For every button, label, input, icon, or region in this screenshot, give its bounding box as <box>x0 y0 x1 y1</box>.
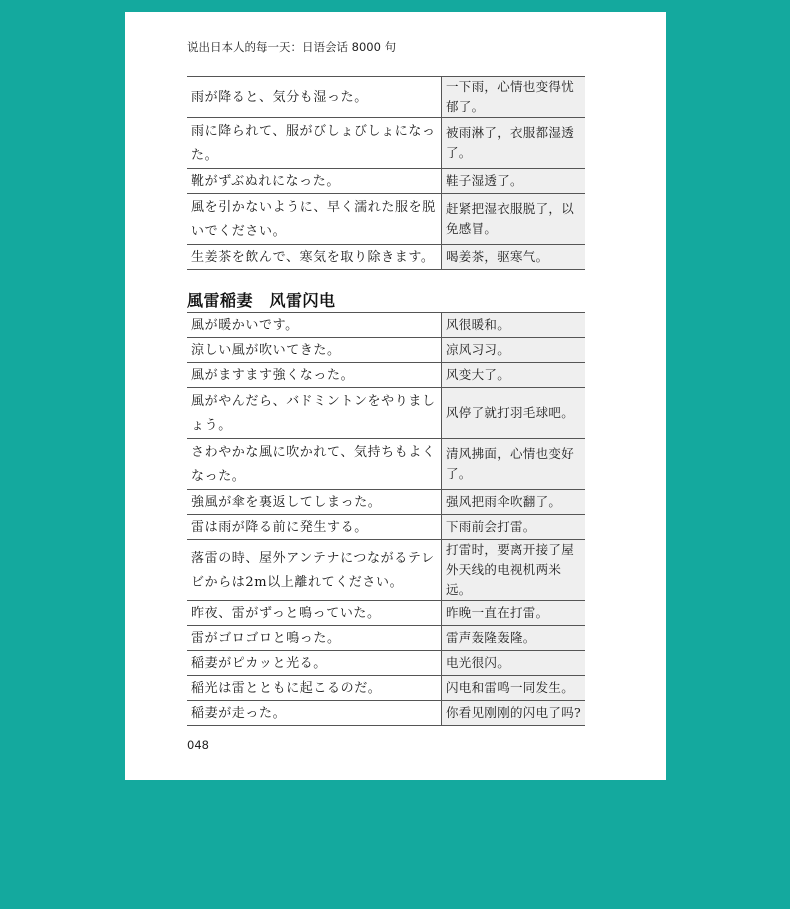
japanese-phrase-cell <box>187 515 442 540</box>
japanese-phrase-cell <box>187 701 442 726</box>
chinese-translation: 风变大了。 <box>442 363 586 388</box>
japanese-phrase-cell <box>187 194 442 245</box>
phrase-row <box>187 490 585 515</box>
japanese-phrase-cell <box>187 490 442 515</box>
japanese-phrase: 風を引かないように、早く濡れた服を脱いでください。 <box>191 200 436 239</box>
japanese-phrase: 風がますます強くなった。 <box>191 368 355 383</box>
phrase-row <box>187 515 585 540</box>
japanese-phrase: 雷は雨が降る前に発生する。 <box>191 520 368 535</box>
chinese-translation: 鞋子湿透了。 <box>442 169 586 194</box>
phrase-row <box>187 626 585 651</box>
japanese-phrase-cell <box>187 601 442 626</box>
japanese-phrase-cell <box>187 118 442 169</box>
phrase-row <box>187 313 585 338</box>
japanese-phrase: 稲妻がピカッと光る。 <box>191 656 327 671</box>
japanese-phrase: 強風が傘を裏返してしまった。 <box>191 495 382 510</box>
chinese-translation: 雷声轰隆轰隆。 <box>442 626 586 651</box>
japanese-phrase: 風が暖かいです。 <box>191 318 299 333</box>
chinese-translation: 风很暖和。 <box>442 313 586 338</box>
section-title: 風雷稲妻 风雷闪电 <box>187 291 336 310</box>
chinese-translation: 凉风习习。 <box>442 338 586 363</box>
phrase-row <box>187 601 585 626</box>
japanese-phrase-cell <box>187 540 442 601</box>
running-head: 说出日本人的每一天：日语会话 8000 句 <box>187 40 397 54</box>
japanese-phrase: 生姜茶を飲んで、寒気を取り除きます。 <box>191 250 435 265</box>
chinese-translation: 赶紧把湿衣服脱了，以免感冒。 <box>442 194 586 245</box>
phrase-row <box>187 651 585 676</box>
page-number: 048 <box>187 738 209 752</box>
phrase-table-wind-thunder <box>187 312 585 726</box>
phrase-row <box>187 169 585 194</box>
chinese-translation: 喝姜茶，驱寒气。 <box>442 245 586 270</box>
japanese-phrase-cell <box>187 439 442 490</box>
japanese-phrase-cell <box>187 651 442 676</box>
japanese-phrase: 風がやんだら、バドミントンをやりましょう。 <box>191 394 436 433</box>
phrase-row <box>187 118 585 169</box>
chinese-translation: 下雨前会打雷。 <box>442 515 586 540</box>
japanese-phrase-cell <box>187 169 442 194</box>
japanese-phrase: さわやかな風に吹かれて、気持ちもよくなった。 <box>191 445 436 484</box>
japanese-phrase: 涼しい風が吹いてきた。 <box>191 343 341 358</box>
phrase-row <box>187 676 585 701</box>
japanese-phrase: 昨夜、雷がずっと鳴っていた。 <box>191 606 381 621</box>
chinese-translation: 打雷时，要离开接了屋外天线的电视机两米远。 <box>442 540 586 601</box>
japanese-phrase-cell <box>187 626 442 651</box>
phrase-row <box>187 439 585 490</box>
phrase-table-rain <box>187 76 585 270</box>
phrase-row <box>187 77 585 118</box>
japanese-phrase: 雨が降ると、気分も湿った。 <box>191 90 368 105</box>
japanese-phrase-cell <box>187 313 442 338</box>
chinese-translation: 你看见刚刚的闪电了吗? <box>442 701 586 726</box>
japanese-phrase-cell <box>187 676 442 701</box>
japanese-phrase: 靴がずぶぬれになった。 <box>191 174 340 189</box>
chinese-translation: 一下雨，心情也变得忧郁了。 <box>442 77 586 118</box>
japanese-phrase: 雷がゴロゴロと鳴った。 <box>191 631 341 646</box>
phrase-row <box>187 338 585 363</box>
chinese-translation: 昨晚一直在打雷。 <box>442 601 586 626</box>
japanese-phrase-cell <box>187 245 442 270</box>
japanese-phrase-cell <box>187 388 442 439</box>
japanese-phrase-cell <box>187 338 442 363</box>
japanese-phrase-cell <box>187 77 442 118</box>
phrase-row <box>187 540 585 601</box>
phrase-row <box>187 388 585 439</box>
chinese-translation: 风停了就打羽毛球吧。 <box>442 388 586 439</box>
japanese-phrase: 落雷の時、屋外アンテナにつながるテレビからは2m以上離れてください。 <box>191 551 435 590</box>
phrase-row <box>187 363 585 388</box>
chinese-translation: 清风拂面，心情也变好了。 <box>442 439 586 490</box>
chinese-translation: 电光很闪。 <box>442 651 586 676</box>
chinese-translation: 闪电和雷鸣一同发生。 <box>442 676 586 701</box>
chinese-translation: 强风把雨伞吹翻了。 <box>442 490 586 515</box>
japanese-phrase: 稲光は雷とともに起こるのだ。 <box>191 681 382 696</box>
japanese-phrase-cell <box>187 363 442 388</box>
phrase-row <box>187 194 585 245</box>
japanese-phrase: 稲妻が走った。 <box>191 706 287 721</box>
chinese-translation: 被雨淋了，衣服都湿透了。 <box>442 118 586 169</box>
japanese-phrase: 雨に降られて、服がびしょびしょになった。 <box>191 124 436 163</box>
phrase-row <box>187 245 585 270</box>
phrase-row <box>187 701 585 726</box>
book-page <box>125 12 666 780</box>
